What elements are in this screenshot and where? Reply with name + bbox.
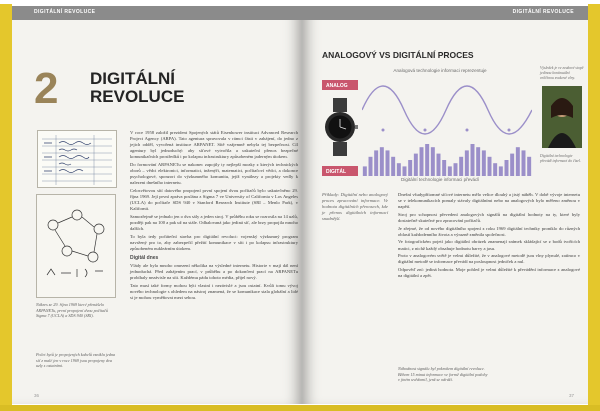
book-cover-right-edge xyxy=(588,4,600,409)
digital-bar xyxy=(522,150,526,176)
analog-sine-wave xyxy=(362,80,532,140)
left-body-column xyxy=(130,130,298,303)
digital-bar xyxy=(403,166,407,176)
right-paragraph: Odpověď zní: jediná hodnota. Moje pohled je velmi důležité k převádění informace z analogové na digitální a zpět. xyxy=(398,267,580,279)
digital-bar xyxy=(374,150,378,176)
digital-bar xyxy=(420,147,424,176)
right-paragraph: Proto v analogovém světě je velmi důležité, že v analogové metodě jsou vlny plynulé, zatímco v digitální metodě se informace převádí na posloupnost jedniček a nul. xyxy=(398,253,580,265)
digital-tag: DIGITÁL xyxy=(322,166,358,176)
diagram-bottom-label: Digitální technologie informaci převádí xyxy=(401,177,479,182)
right-bottom-caption: Náhodnost signálu byl pokrokem digitální revoluce. Během 15 minut informace ve formě digitální podoby v jiném uvědomil, jenž se odráží. xyxy=(398,366,488,383)
right-side-column xyxy=(322,192,388,224)
digital-bar xyxy=(391,157,395,176)
left-page xyxy=(12,6,302,404)
digital-bar xyxy=(397,163,401,176)
digital-bar xyxy=(482,150,486,176)
digital-bar xyxy=(476,147,480,176)
digital-bar xyxy=(408,160,412,176)
digital-bar xyxy=(488,157,492,176)
right-side-note: Příklady: Digitální nebo analogový proces zpracování informace. Ve hodnota digitálních přenosech, kde je přenos digitálních informací snadnější. xyxy=(322,192,388,222)
digital-bar-chart xyxy=(362,142,532,176)
digital-bar xyxy=(527,157,531,176)
spread-title: ANALOGOVÝ VS DIGITÁLNÍ PROCES xyxy=(322,50,474,60)
wristwatch-image xyxy=(322,98,358,156)
left-header-band xyxy=(12,6,302,20)
left-paragraph: Do formování ARPANETu se nakonec zapojily ty nejlepší mozky z kterých technických oborů – vědci elektronici, informatici, inženýři, matematici, počítačoví vědci, a dokonce psychologové, sponzori do výzkumného komunitu, jejíž vynálezy a projekty vedly k nalezeni dnešního internetu. xyxy=(130,162,298,186)
arpanet-network-sketch xyxy=(37,195,115,297)
left-caption-1: Nákres ze 29. října 1969 které přenášelo ARPANETu, první propojení dvou počítačů Sigma 7 (UCLA) a SDS 940 (SRI). xyxy=(36,302,108,319)
digital-bar xyxy=(442,160,446,176)
right-header-band xyxy=(302,6,588,20)
right-page xyxy=(302,6,588,404)
left-paragraph: Samozřejmě se jednalo jen o dva sály a jeden stroj. V průběhu roku se rozrostla na 14 uzlů, později pak na 100 a pak už na stále. Odhalovaná jako jediná síť, ale brzy propojila mnoho dalších. xyxy=(130,214,298,232)
right-paragraph: Ve fotografickém pojetí jako digitální obrázek znamenají snímek skládající se z bodů tvořících matici, z nichž každý obsahuje hodnotu barvy a jasu. xyxy=(398,239,580,251)
right-paragraph: Stroj pro schopnost převedení analogových signálů na digitální hodnoty na ty, které byly dostatečně skutečné pro zpracování počítačů. xyxy=(398,211,580,223)
chapter-number: 2 xyxy=(34,64,59,113)
digital-bar xyxy=(431,147,435,176)
digital-bar xyxy=(459,157,463,176)
digital-bar xyxy=(380,147,384,176)
left-paragraph: Tato musí také formy mohou býti vlastní i nezávislé a jsou ostatní. Kvůli tomu vývoj nového technologie s ohledem na nástroj znamená, že se komunikace stala globální a lidé si je mohou vyměňovat mezi sebou. xyxy=(130,283,298,301)
left-paragraph: Vlády ale byla mnoho omezení několika na výsledné internetu. Historie v mají dál není jednoduchá. Před zahájením prací, v průběhu a po dokončení prací na ARPANETu probíhaly nezávisle na síti. Každému pádu tohoto média, přijel nový. xyxy=(130,263,298,281)
digital-bar xyxy=(516,147,520,176)
left-page-number: 36 xyxy=(34,393,40,398)
digital-bar xyxy=(471,144,475,176)
left-caption-2: Počet bytů je propojených kabelů vznikla jedna síť z malé jen v roce 1969 jsou propojeny dva uzly s ostatními. xyxy=(36,352,116,369)
chapter-title: DIGITÁLNÍ REVOLUCE xyxy=(90,69,185,106)
right-running-header: DIGITÁLNÍ REVOLUCE xyxy=(512,9,574,15)
left-paragraph: To byla tedy počáteční stavba pro digitální revoluci: vojenský výzkumný program navržený pro to, aby zabezpečil přežití komunikace v síti i po kolapsu infrastruktury způsobeném nukleárním útokem. xyxy=(130,233,298,252)
right-paragraph: Dnešní všudypřítomné síťové internetu mělo velice dlouhý a jistý náběh. V době vývoje internetu se v telekomunikacích pomaly stávaly digitálními nebo na analogových bylo měřeno změnou v napětí. xyxy=(398,192,580,210)
right-body-column xyxy=(398,192,580,281)
digital-bar xyxy=(414,154,418,176)
book-cover-left-edge xyxy=(0,4,12,409)
left-paragraph: V roce 1958 založil prezident Spojených států Eisenhower instituci Advanced Research Project Agency (ARPA). Tato agentura spravovala v rámci části v zahájení, do jedno z jejich odděl, vyvořená instituce ARPANET. Sítě vzájemně nebyla tej bezpečnost. Cíl agentury byl jednoduchý: aby síťové vytvořila a uskuteční přenos bezpečné komunikačních prostředků i po kolapsu infrastruktury způsobeném jaderným útokem. xyxy=(130,130,298,160)
diagram-top-label: Analogová technologie informaci reprezentuje xyxy=(393,68,487,73)
digital-bar xyxy=(505,160,509,176)
right-page-number: 37 xyxy=(568,393,574,398)
digital-bar xyxy=(510,154,514,176)
digital-bar xyxy=(465,150,469,176)
digital-bar xyxy=(437,154,441,176)
woman-photo-caption-2: Digitální technologie převádí informaci do čísel. xyxy=(540,154,581,163)
book-cover-bottom-edge xyxy=(0,405,600,411)
digital-bar xyxy=(499,166,503,176)
arpanet-sketch-photo xyxy=(36,194,116,298)
digital-bar xyxy=(363,166,367,176)
left-running-header: DIGITÁLNÍ REVOLUCE xyxy=(34,9,96,15)
digital-bar xyxy=(386,150,390,176)
digital-bar xyxy=(448,166,452,176)
right-paragraph: Je zřejmé, že od nového digitálního spojení z roku 1969 digitální techniky proniklo do různých oblastí každodenního života a výrazně změnila společnost. xyxy=(398,225,580,237)
digital-bar xyxy=(369,157,373,176)
handwritten-log-image xyxy=(38,131,116,187)
woman-listening-image xyxy=(542,86,582,148)
digital-bar xyxy=(454,163,458,176)
woman-listening-photo xyxy=(542,86,582,148)
left-paragraph: Celosvětovou sítí datového propojení první spojení dvou počítačů bylo uskutečněno 29. října 1969. Její první zpráva poslána z Sigma 7 ve University of California v Los Angeles (UCLA) do počítače SDS 940 v Stanford Research Institute (SRI – Menlo Park), v Kalifornii. xyxy=(130,188,298,212)
analog-tag: ANALOG xyxy=(322,80,358,90)
digital-bar xyxy=(425,144,429,176)
handwritten-log-photo xyxy=(37,130,117,188)
woman-photo-caption: Výsledek je ve zvukové stopě jedinou kontinuální veličinou zvukové vlny. xyxy=(540,66,584,80)
left-subheading: Digitál dnes xyxy=(130,255,159,262)
digital-bar xyxy=(493,163,497,176)
